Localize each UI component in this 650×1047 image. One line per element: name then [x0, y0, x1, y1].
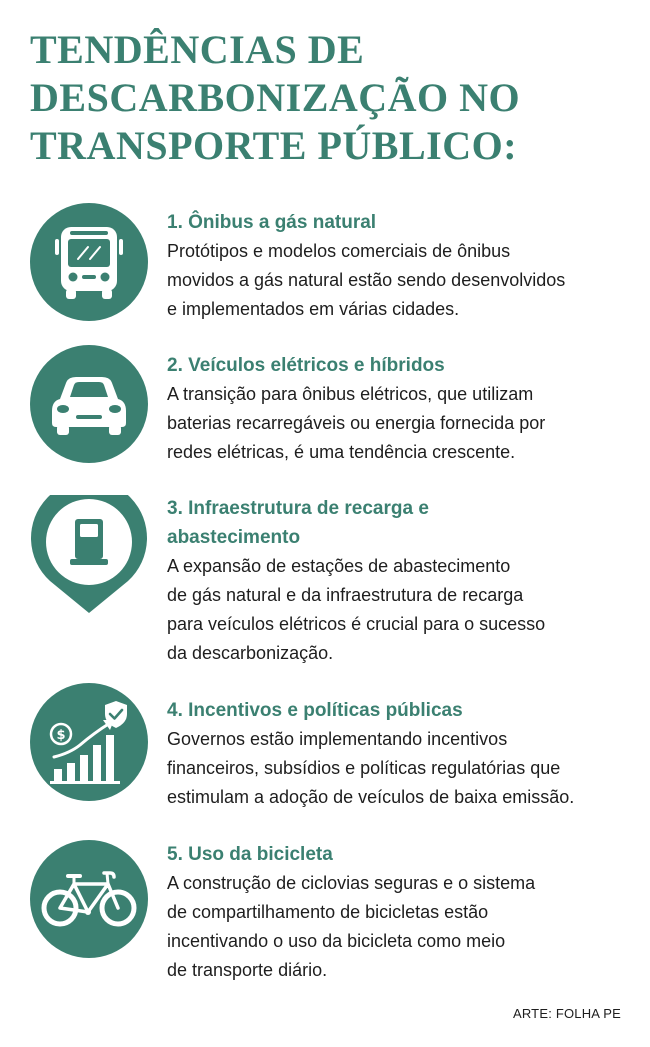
- item-body: A construção de ciclovias seguras e o sistema de compartilhamento de bicicletas estão incentivando o uso da bicicleta como meio de transporte diário.: [167, 873, 536, 980]
- title-line-3: TRANSPORTE PÚBLICO:: [30, 123, 518, 168]
- item-body: A transição para ônibus elétricos, que utilizam baterias recarregáveis ou energia fornecida por redes elétricas, é uma tendência crescente.: [167, 384, 546, 462]
- item-body: Protótipos e modelos comerciais de ônibus movidos a gás natural estão sendo desenvolvidos e implementados em várias cidades.: [167, 241, 566, 319]
- item-heading: 1. Ônibus a gás natural: [167, 212, 377, 233]
- car-icon: [30, 345, 148, 463]
- item-body: A expansão de estações de abastecimento de gás natural e da infraestrutura de recarga para veículos elétricos é crucial para o sucesso da descarbonização.: [167, 556, 546, 663]
- item-heading: 2. Veículos elétricos e híbridos: [167, 355, 445, 376]
- item-heading: 5. Uso da bicicleta: [167, 844, 333, 865]
- bicycle-icon: [30, 840, 148, 958]
- art-credit: ARTE: FOLHA PE: [512, 1006, 621, 1021]
- svg-text:$: $: [56, 728, 66, 743]
- item-heading: 3. Infraestrutura de recarga e abastecimento: [167, 498, 429, 548]
- title-line-1: TENDÊNCIAS DE: [30, 27, 365, 72]
- bus-icon: [30, 203, 148, 321]
- item-body: Governos estão implementando incentivos financeiros, subsídios e políticas regulatórias que estimulam a adoção de veículos de baixa emissão.: [167, 729, 575, 807]
- page-title: [30, 26, 630, 170]
- item-heading: 4. Incentivos e políticas públicas: [167, 700, 463, 721]
- growth-chart-icon: [30, 683, 148, 801]
- title-line-2: DESCARBONIZAÇÃO NO: [30, 75, 521, 120]
- fuel-station-pin-icon: [30, 495, 148, 615]
